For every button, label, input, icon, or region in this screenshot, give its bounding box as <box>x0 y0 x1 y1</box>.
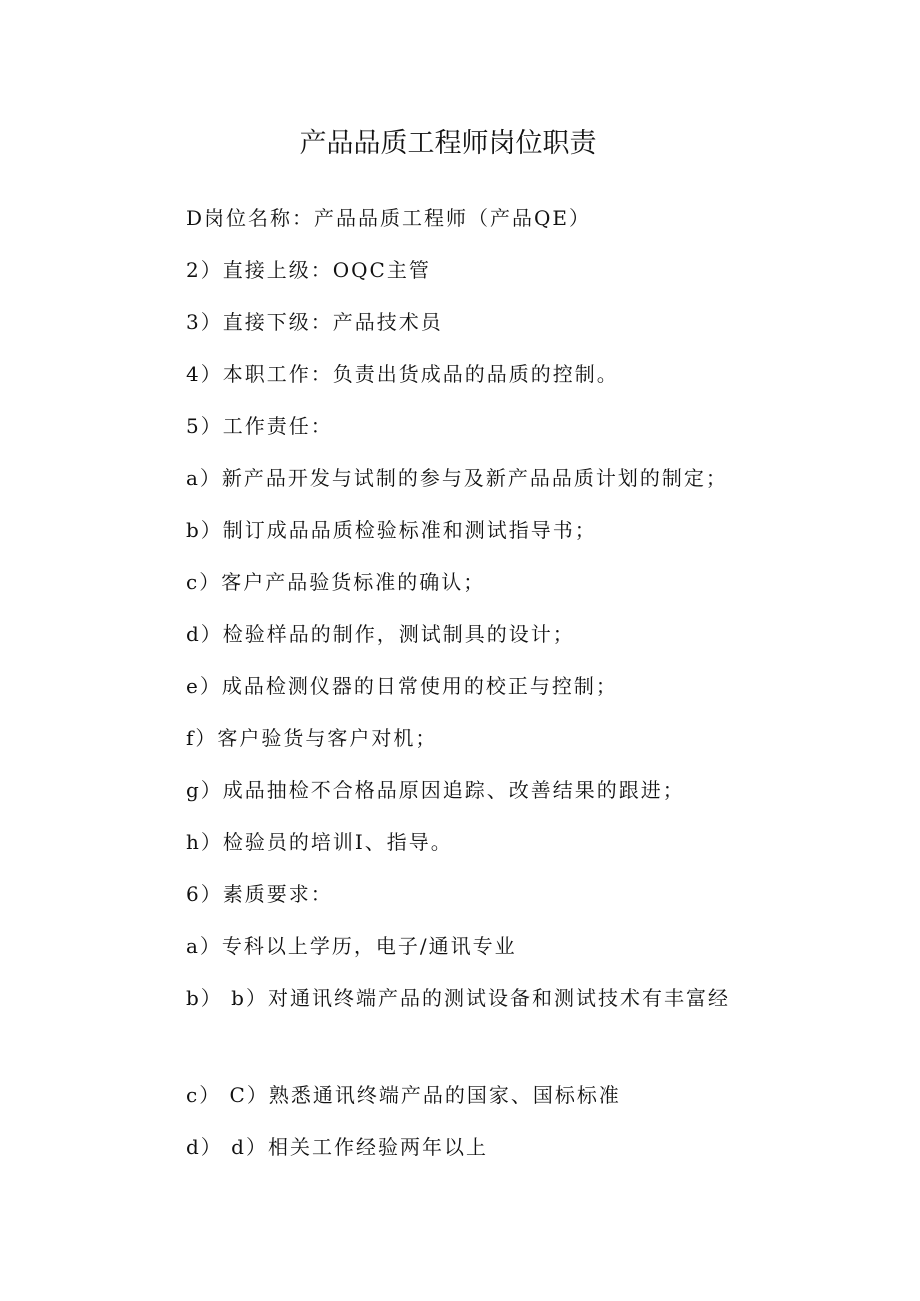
line-requirements-heading: 6）素质要求： <box>186 882 333 906</box>
line-requirement-c: c） C）熟悉通讯终端产品的国家、国标标准 <box>186 1083 621 1107</box>
line-main-work: 4）本职工作：负责出货成品的品质的控制。 <box>186 362 619 386</box>
line-responsibility-a: a）新产品开发与试制的参与及新产品品质计划的制定； <box>186 466 728 490</box>
line-responsibility-g: g）成品抽检不合格品原因追踪、改善结果的跟进； <box>186 778 685 802</box>
line-responsibility-f: f）客户验货与客户对机； <box>186 726 438 750</box>
line-requirement-a: a）专科以上学历，电子/通讯专业 <box>186 934 517 958</box>
line-position-name: D岗位名称：产品品质工程师（产品QE） <box>186 206 592 230</box>
line-responsibility-b: b）制订成品品质检验标准和测试指导书； <box>186 518 597 542</box>
line-direct-subordinate: 3）直接下级：产品技术员 <box>186 310 443 334</box>
document-title: 产品品质工程师岗位职责 <box>299 128 597 159</box>
line-direct-superior: 2）直接上级：OQC主管 <box>186 258 431 282</box>
line-requirement-d: d） d）相关工作经验两年以上 <box>186 1135 488 1159</box>
line-requirement-b: b） b）对通讯终端产品的测试设备和测试技术有丰富经 <box>186 986 730 1010</box>
line-responsibility-e: e）成品检测仪器的日常使用的校正与控制； <box>186 674 618 698</box>
line-responsibilities-heading: 5）工作责任： <box>186 414 333 438</box>
line-responsibility-d: d）检验样品的制作，测试制具的设计； <box>186 622 575 646</box>
line-responsibility-h: h）检验员的培训I、指导。 <box>186 830 453 854</box>
line-responsibility-c: c）客户产品验货标准的确认； <box>186 570 486 594</box>
